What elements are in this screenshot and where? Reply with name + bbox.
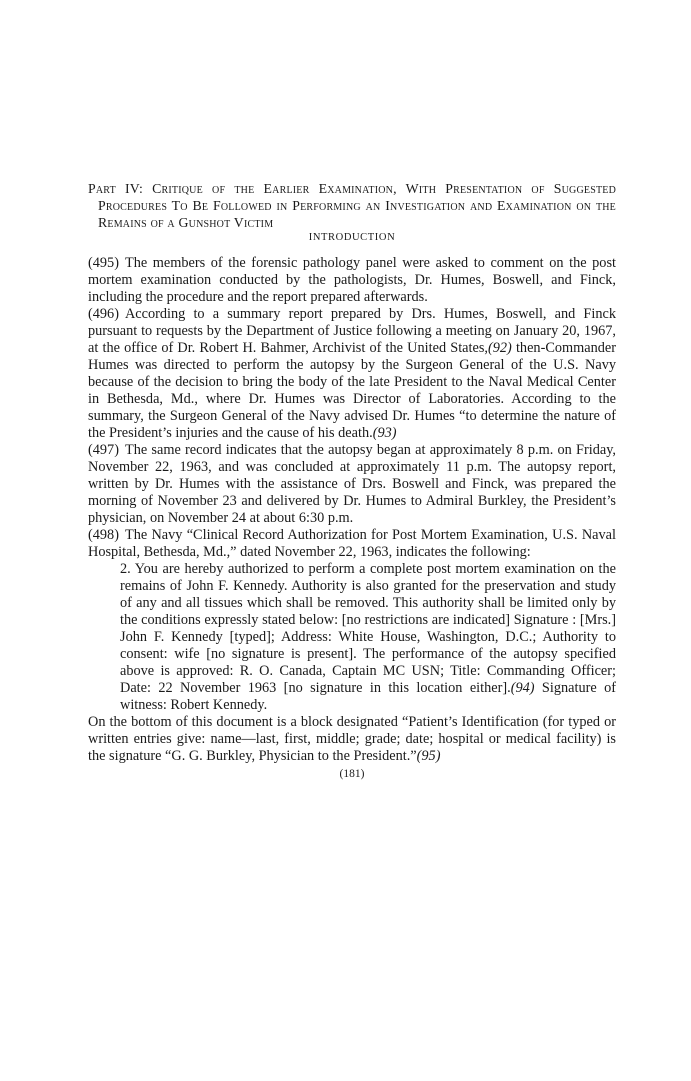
section-title: INTRODUCTION bbox=[308, 232, 396, 243]
paragraph-text: then-Commander Humes was directed to perform the autopsy by the Surgeon General of the U.S. Navy because of the decision to bring the body of the late President to the Naval Medical Center in Bethesda, Md., where Dr. Humes was Director of Laboratories. According to the summary, the Surgeon General of the Navy advised Dr. Humes “to determine the nature of the President’s injuries and the cause of his death. bbox=[88, 340, 616, 441]
footnote-ref: (95) bbox=[416, 748, 441, 764]
paragraph-text: The Navy “Clinical Record Authorization for Post Mortem Examination, U.S. Naval Hospital, Bethesda, Md.,” dated November 22, 1963, indicates the following: bbox=[88, 527, 616, 560]
paragraph-text: The members of the forensic pathology panel were asked to comment on the post mortem examination conducted by the pathologists, Dr. Humes, Boswell, and Finck, including the procedure and the report prepared afterwards. bbox=[88, 255, 616, 305]
paragraph-number: (497) bbox=[88, 442, 119, 458]
block-quote bbox=[120, 561, 616, 714]
quote-text: 2. You are hereby authorized to perform a complete post mortem examination on the remains of John F. Kennedy. Authority is also granted for the preservation and study of any and all tissues which shall be removed. This authority shall be limited only by the conditions expressly stated below: [no restrictions are indicated] Signature : [Mrs.] John F. Kennedy [typed]; Address: White House, Washington, D.C.; Authority to consent: wife [no signature is present]. The performance of the autopsy specified above is approved: R. O. Canada, Captain MC USN; Title: Commanding Officer; Date: 22 November 1963 [no signature in this location either]. bbox=[120, 561, 616, 696]
paragraph-text: According to a summary report prepared by Drs. Humes, Boswell, and Finck pursuant to requests by the Department of Justice following a meeting on January 20, 1967, at the office of Dr. Robert H. Bahmer, Archivist of the United States, bbox=[88, 306, 616, 356]
footnote-ref: (92) bbox=[487, 340, 512, 356]
paragraph-497 bbox=[88, 442, 616, 527]
paragraph-number: (498) bbox=[88, 527, 119, 543]
footnote-ref: (94) bbox=[510, 680, 535, 696]
paragraph-number: (495) bbox=[88, 255, 119, 271]
footnote-ref: (93) bbox=[372, 425, 397, 441]
paragraph-498 bbox=[88, 527, 616, 561]
paragraph-text: The same record indicates that the autopsy began at approximately 8 p.m. on Friday, November 22, 1963, and was concluded at approximately 11 p.m. The autopsy report, written by Dr. Humes with the assistance of Drs. Boswell and Finck, was prepared the morning of November 23 and delivered by Dr. Humes to Admiral Burkley, the President’s physician, on November 24 at about 6:30 p.m. bbox=[88, 442, 616, 526]
closing-paragraph bbox=[88, 714, 616, 765]
paragraph-number: (496) bbox=[88, 306, 119, 322]
part-heading bbox=[88, 180, 616, 231]
document-page bbox=[88, 180, 616, 781]
page-number: (181) bbox=[339, 768, 365, 780]
paragraph-text: On the bottom of this document is a block designated “Patient’s Identification (for typed or written entries give: name—last, first, middle; grade; date; hospital or medical facility) is the signature “G. G. Burkley, Physician to the President.” bbox=[88, 714, 616, 764]
paragraph-495 bbox=[88, 255, 616, 306]
part-heading-text: Part IV: Critique of the Earlier Examination, With Presentation of Suggested Procedures To Be Followed in Performing an Investigation and Examination on the Remains of a Gunshot Victim bbox=[88, 181, 616, 230]
quote-text: Signature of witness: Robert Kennedy. bbox=[120, 680, 616, 713]
paragraph-496 bbox=[88, 306, 616, 442]
